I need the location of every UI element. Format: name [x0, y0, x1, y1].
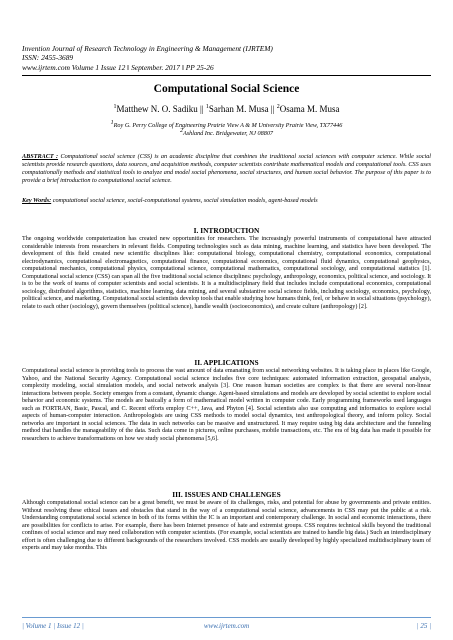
abstract-text: Computational social science (CSS) is an academic discipline that combines the traditional social sciences with computer science. While social scientists provide research questions, data sources, and acquisition methods, computer scientists contribute mathematical models and computational tools. CSS uses computationally methods and statistical tools to analyze and model social phenomena, social structures, and human social behavior. The purpose of this paper is to provide a brief introduction to computational social science.: [22, 153, 432, 184]
keywords-label: Key Words:: [22, 197, 52, 204]
affiliation: [22, 127, 431, 138]
footer-volume: | Volume 1 | Issue 12 |: [22, 622, 84, 630]
abstract-label: ABSTRACT :: [22, 153, 59, 160]
footer-website-link[interactable]: www.ijrtem.com: [203, 622, 250, 630]
author-sup: 2: [276, 104, 280, 110]
section-body-introduction: The ongoing worldwide computerization has created new opportunities for researchers. The increasingly powerful instruments of computational have attracted considerable interests from researchers in relevant fields. Computing technologies such as data mining, machine learning, and statistics have been developed. The development of this field created new scientific disciplines like: computational biology, computational chemistry, computational economics, computational electrodynamics, computational electromagnetics, computational finance, computational economics, computational fluid dynamics, computational geophysics, computational mechanics, computational physics, computational science, computational mathematics, computational sociology, and computational statistics [1]. Computational social science (CSS) can span all the five traditional social science disciplines: psychology, anthropology, economics, political science, and sociology. It is to be the work of teams of computer scientists and social scientists. It is a multidisciplinary field that includes include computational economics, computational sociology, distributed algorithms, statistics, machine learning, data mining, and several substantive social science fields, including sociology, economics, psychology, political science, and marketing. Computational social scientists develop tools that enable studying how humans think, feel, or behave in social situations (psychology), relate to each other (sociology), govern themselves (political science), handle wealth (socioeconomics), and create culture (anthropology) [2].: [22, 236, 431, 310]
section-heading-issues: III. ISSUES AND CHALLENGES: [172, 490, 281, 499]
paper-title: Computational Social Science: [153, 83, 300, 95]
affiliation-text: Ashland Inc. Bridgewater, NJ 08807: [182, 130, 274, 138]
author-name: Matthew N. O. Sadiku: [116, 104, 198, 114]
section-heading-applications: II. APPLICATIONS: [194, 358, 259, 367]
affiliation-sup: 2: [179, 128, 183, 134]
header-divider: [22, 75, 431, 76]
affiliation-sup: 1: [110, 120, 114, 126]
keywords: [22, 197, 431, 205]
journal-name: Invention Journal of Research Technology in Engineering & Management (IJRTEM): [22, 44, 273, 53]
author-separator: ||: [197, 104, 206, 114]
footer-page-number: | 25 |: [416, 622, 431, 630]
affiliation-text: Roy G. Perry College of Engineering Prairie View A & M University Prairie View, TX77446: [113, 122, 343, 130]
abstract: [22, 153, 431, 185]
author-name: Sarhan M. Musa: [208, 104, 269, 114]
author-separator: ||: [268, 104, 277, 114]
author-name: Osama M. Musa: [279, 104, 340, 114]
section-heading-introduction: I. INTRODUCTION: [193, 226, 260, 235]
author-sup: 1: [205, 104, 209, 110]
author-sup: 1: [113, 104, 117, 110]
journal-volume-line: www.ijrtem.com Volume 1 Issue 12 ǁ September. 2017 ǁ PP 25-26: [22, 62, 214, 72]
journal-issn: ISSN: 2455-3689: [22, 53, 74, 63]
journal-header: [22, 44, 431, 72]
footer-divider: [22, 617, 431, 618]
author-list: [22, 104, 431, 114]
keywords-text: computational social science, social-computational systems, social simulation models, agent-based models: [52, 197, 318, 204]
section-body-applications: Computational social science is providing tools to process the vast amount of data emanating from social networking websites. It is taking place in places like Google, Yahoo, and the National Security Agency. Computational social science includes five core techniques: automated information extraction, geospatial analysis, complexity modeling, social simulation models, and social network analysis [3]. One reason human societies are complex is that there are several non-linear interactions between people. Society emerges from a constant, dynamic change. Agent-based simulations and models are developed by social scientist to explore social behavior and economic systems. The models are basically a form of mathematical model written in computer code. Early programming frameworks used languages such as FORTRAN, Basic, Pascal, and C. Recent efforts employ C++, Java, and Phyton [4]. Social scientists also use computing and informatics to explore social aspects of human-computer interaction. Anthropologists are using CSS methods to model social dynamics, test anthropological theory, and inform policy. Social networks are important in social sciences. The data in such networks can be massive and unstructured. It may require using big data architecture and the funneling method that handles the manageability of the data. Such data come in pictures, online purchases, mobile transactions, etc. The era of big data has made it possible for researchers to achieve transformations on how we study social phenomena [5,6].: [22, 368, 431, 442]
section-body-issues: Although computational social science can be a great benefit, we must be aware of its challenges, risks, and potential for abuse by governments and private entities. Without resolving these ethical issues and obstacles that stand in the way of a computational social science, advancements in CSS may put the public at a risk. Understanding computational social science in both of its forms within the IC is an important and contemporary challenge. In social and economic interactions, there are possibilities for conflicts to arise. For example, there has been Internet presence of hate and extremist groups. CSS requires technical skills beyond the traditional confines of social science and may need collaboration with computer scientists. (For example, social scientists are trained to handle big data.) Such an interdisciplinary effort is often challenging due to different backgrounds of the researchers involved. CSS models are usually developed by highly specialized multidisciplinary team of experts and may take months. This: [22, 500, 431, 552]
